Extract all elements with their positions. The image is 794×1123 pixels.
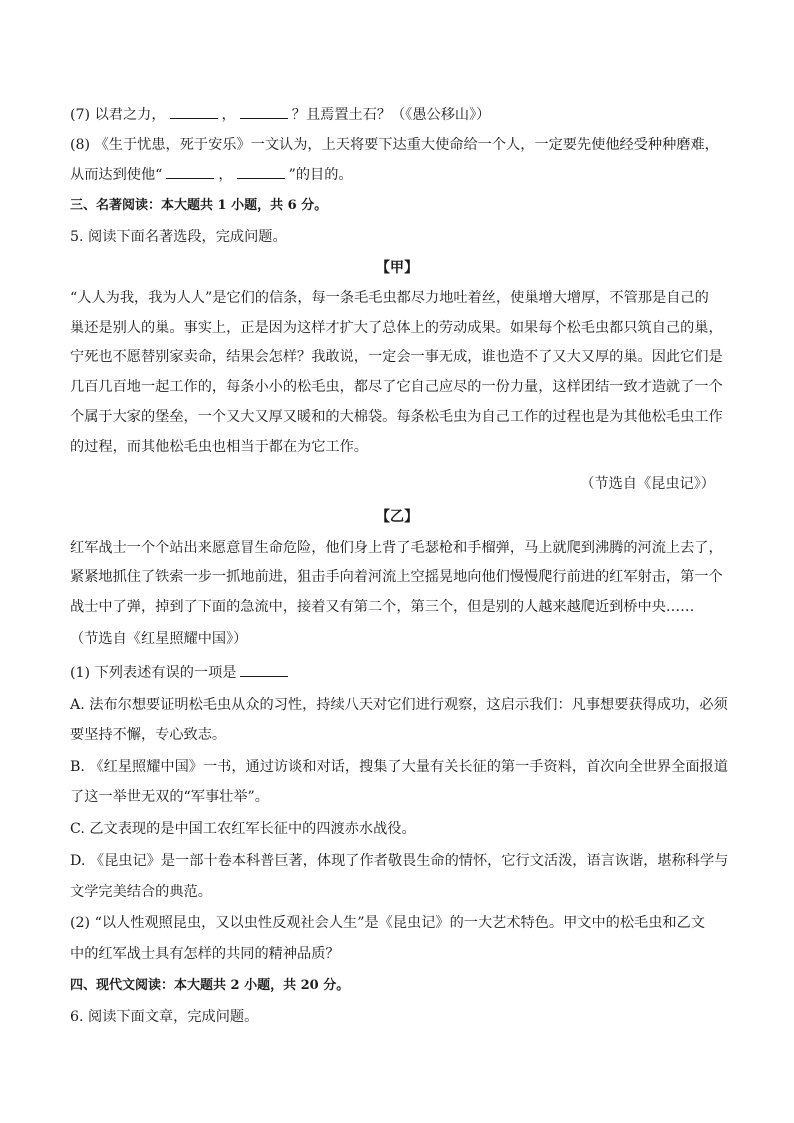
q4-item7: (7) 以君之力， ， ？且焉置土石？（《愚公移山》） xyxy=(70,104,730,125)
yi-label: 【乙】 xyxy=(375,509,419,525)
option-line: 要坚持不懈，专心致志。 xyxy=(70,727,227,743)
sub1-question: (1) 下列表述有误的一项是 xyxy=(70,662,730,683)
jia-source: （节选自《昆虫记》） xyxy=(580,476,715,492)
yi-line: 红军战士一个个站出来愿意冒生命危险，他们身上背了毛瑟枪和手榴弹，马上就爬到沸腾的河流上去了， xyxy=(70,540,723,556)
answer-blank[interactable] xyxy=(240,104,288,119)
option-line: A. 法布尔想要证明松毛虫从众的习性，持续八天对它们进行观察，这启示我们：凡事想要获得成功，必须 xyxy=(70,697,728,713)
jia-line: 宁死也不愿替别家卖命，结果会怎样？我敢说，一定会一事无成，谁也造不了又大又厚的巢。因此它们是 xyxy=(70,349,723,365)
option-line: C. 乙文表现的是中国工农红军长征中的四渡赤水战役。 xyxy=(70,821,416,837)
option-line: B. 《红星照耀中国》一书，通过访谈和对话，搜集了大量有关长征的第一手资料，首次向全世界全面报道 xyxy=(70,759,728,775)
q4-item8-line2: 从而达到使他“ ， ”的目的。 xyxy=(70,164,730,185)
jia-label: 【甲】 xyxy=(375,260,419,276)
yi-source: （节选自《红星照耀中国》） xyxy=(70,631,248,647)
section3-heading: 三、名著阅读：本大题共 1 小题，共 6 分。 xyxy=(70,198,328,213)
jia-line: 的过程，而其他松毛虫也相当于都在为它工作。 xyxy=(70,439,368,455)
answer-blank[interactable] xyxy=(240,662,288,677)
jia-line: 巢还是别人的巢。事实上，正是因为这样才扩大了总体上的劳动成果。如果每个松毛虫都只筑自己的巢， xyxy=(70,320,723,336)
q5-intro: 5. 阅读下面名著选段，完成问题。 xyxy=(70,229,287,245)
q6-intro: 6. 阅读下面文章，完成问题。 xyxy=(70,1009,259,1025)
answer-blank[interactable] xyxy=(237,164,285,179)
yi-line: 紧紧地抓住了铁索一步一抓地前进，狙击手向着河流上空摇晃地向他们慢慢爬行前进的红军射击，第一个 xyxy=(70,569,723,585)
section4-heading: 四、现代文阅读：本大题共 2 小题，共 20 分。 xyxy=(70,978,350,993)
option-line: 文学完美结合的典范。 xyxy=(70,884,212,900)
jia-line: 几百几百地一起工作的，每条小小的松毛虫，都尽了它自己应尽的一份力量，这样团结一致才造就了一个 xyxy=(70,379,723,395)
answer-blank[interactable] xyxy=(170,104,218,119)
jia-line: 个属于大家的堡垒，一个又大又厚又暖和的大棉袋。每条松毛虫为自己工作的过程也是为其他松毛虫工作 xyxy=(70,409,723,425)
yi-line: 战士中了弹，掉到了下面的急流中，接着又有第二个，第三个，但是别的人越来越爬近到桥中央…… xyxy=(70,599,695,615)
answer-blank[interactable] xyxy=(166,164,214,179)
sub2-question-line: (2) “以人性观照昆虫，又以虫性反观社会人生”是《昆虫记》的一大艺术特色。甲文中的松毛虫和乙文 xyxy=(70,915,705,931)
q4-item8-line1: (8) 《生于忧患，死于安乐》一文认为，上天将要下达重大使命给一个人，一定要先使他经受种种磨难， xyxy=(70,137,719,153)
option-line: 了这一举世无双的“军事壮举”。 xyxy=(70,789,269,805)
sub2-question-line: 中的红军战士具有怎样的共同的精神品质？ xyxy=(70,946,340,962)
jia-line: “人人为我，我为人人”是它们的信条，每一条毛毛虫都尽力地吐着丝，使巢增大增厚，不管那是自己的 xyxy=(70,290,709,306)
option-line: D. 《昆虫记》是一部十卷本科普巨著，体现了作者敬畏生命的情怀，它行文活泼，语言诙谐，堪称科学与 xyxy=(70,853,729,869)
